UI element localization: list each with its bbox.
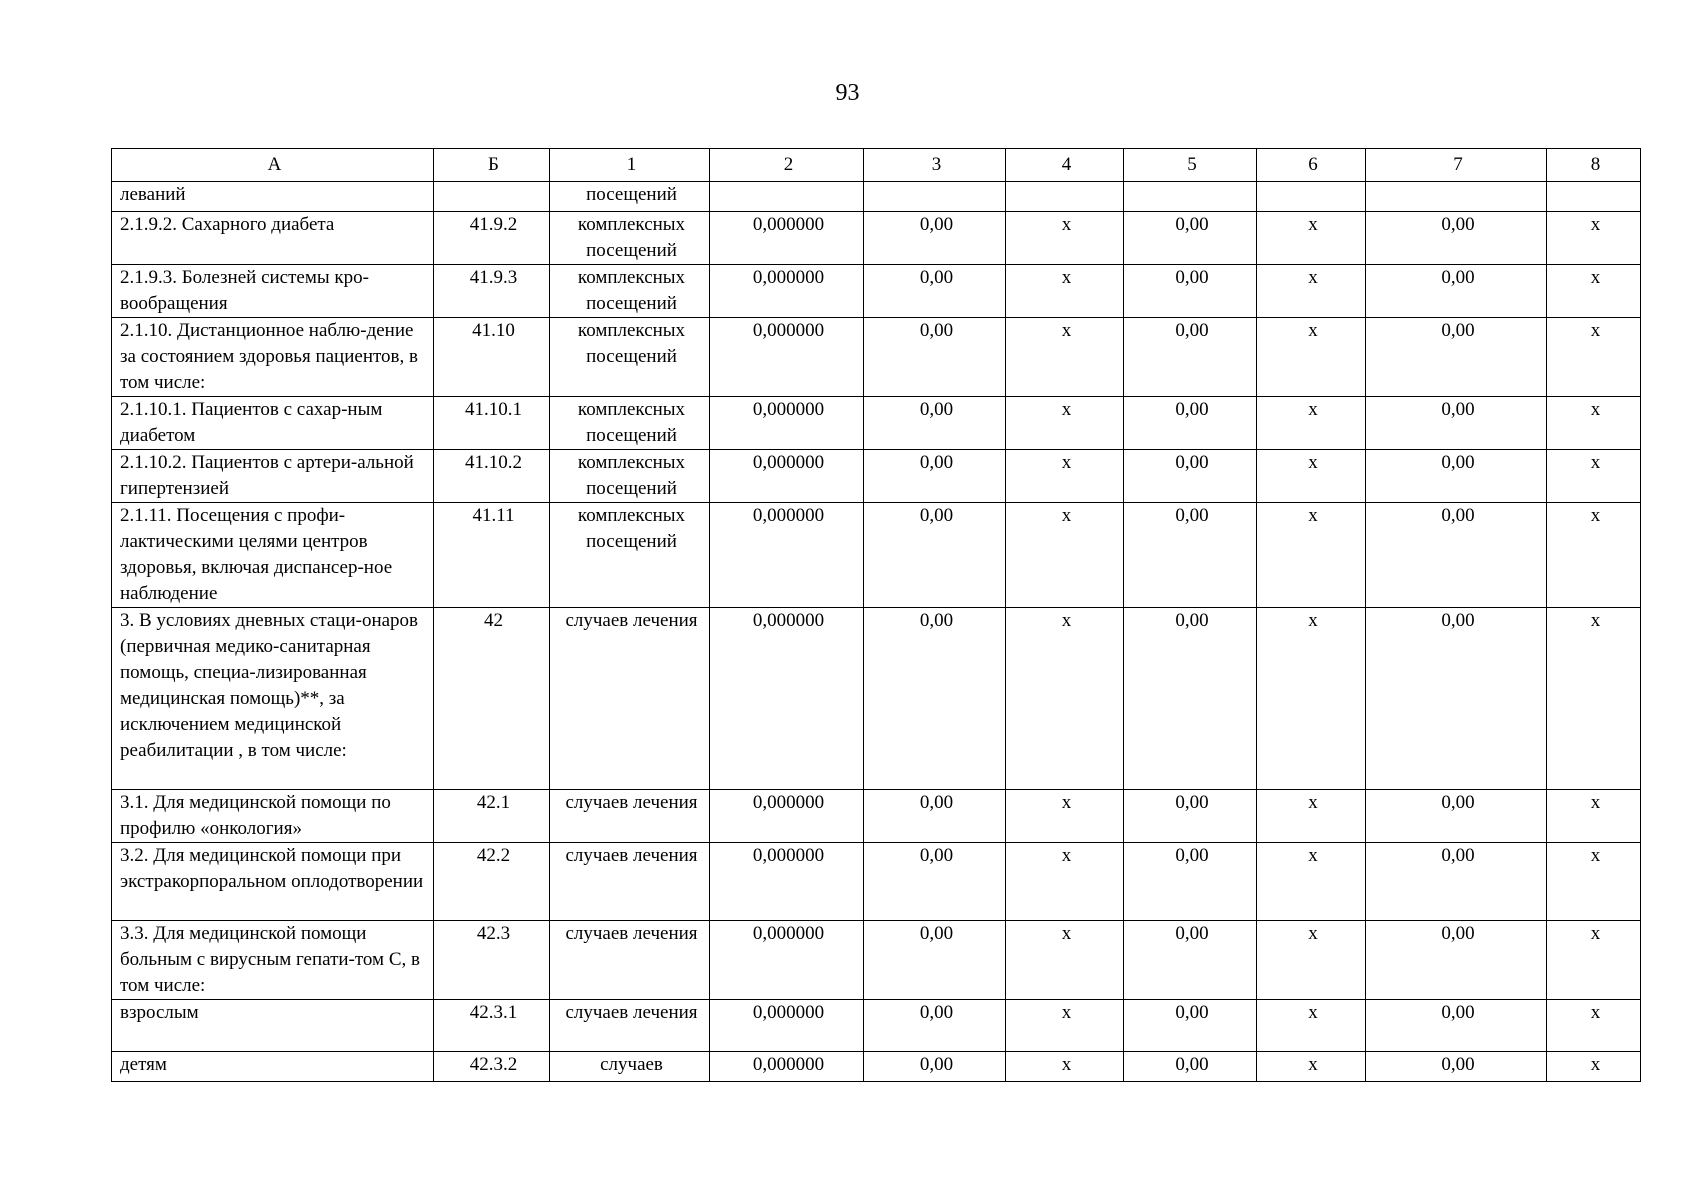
cell-col-2: 0,000000 xyxy=(710,790,864,843)
cell-col-6: х xyxy=(1257,843,1366,921)
table-body xyxy=(112,182,1641,1082)
cell-col-7: 0,00 xyxy=(1366,397,1547,450)
cell-name: леваний xyxy=(112,182,434,212)
cell-col-2: 0,000000 xyxy=(710,318,864,397)
cell-col-7: 0,00 xyxy=(1366,1052,1547,1082)
cell-code: 42 xyxy=(434,608,550,790)
cell-name: 2.1.9.3. Болезней системы кро-вообращения xyxy=(112,265,434,318)
table-row xyxy=(112,397,1641,450)
cell-col-2: 0,000000 xyxy=(710,212,864,265)
cell-unit: случаев xyxy=(550,1052,710,1082)
cell-name: 2.1.9.2. Сахарного диабета xyxy=(112,212,434,265)
cell-col-8: х xyxy=(1547,503,1641,608)
cell-name: 2.1.10.2. Пациентов с артери-альной гипертензией xyxy=(112,450,434,503)
cell-code: 41.11 xyxy=(434,503,550,608)
cell-col-7: 0,00 xyxy=(1366,503,1547,608)
cell-col-8 xyxy=(1547,182,1641,212)
cell-name: детям xyxy=(112,1052,434,1082)
cell-col-7 xyxy=(1366,182,1547,212)
cell-name: 2.1.11. Посещения с профи-лактическими целями центров здоровья, включая диспансер-ное наблюдение xyxy=(112,503,434,608)
table-row xyxy=(112,608,1641,790)
cell-col-5: 0,00 xyxy=(1124,265,1257,318)
cell-code: 42.3.1 xyxy=(434,1000,550,1052)
cell-name: 2.1.10.1. Пациентов с сахар-ным диабетом xyxy=(112,397,434,450)
table-row xyxy=(112,1052,1641,1082)
cell-col-5: 0,00 xyxy=(1124,1052,1257,1082)
cell-col-6: х xyxy=(1257,397,1366,450)
cell-col-7: 0,00 xyxy=(1366,608,1547,790)
table-row xyxy=(112,265,1641,318)
col-header-6: 6 xyxy=(1257,149,1366,182)
cell-col-3: 0,00 xyxy=(864,921,1006,1000)
cell-col-8: х xyxy=(1547,921,1641,1000)
cell-col-8: х xyxy=(1547,790,1641,843)
cell-unit: комплексных посещений xyxy=(550,450,710,503)
cell-unit: комплексных посещений xyxy=(550,397,710,450)
cell-col-5: 0,00 xyxy=(1124,503,1257,608)
cell-col-3: 0,00 xyxy=(864,1000,1006,1052)
cell-col-7: 0,00 xyxy=(1366,1000,1547,1052)
cell-col-2: 0,000000 xyxy=(710,608,864,790)
col-header-1: 1 xyxy=(550,149,710,182)
cell-col-6: х xyxy=(1257,212,1366,265)
cell-col-8: х xyxy=(1547,450,1641,503)
col-header-5: 5 xyxy=(1124,149,1257,182)
cell-col-3: 0,00 xyxy=(864,397,1006,450)
cell-col-5: 0,00 xyxy=(1124,397,1257,450)
cell-col-2: 0,000000 xyxy=(710,843,864,921)
cell-col-3: 0,00 xyxy=(864,1052,1006,1082)
cell-col-4: х xyxy=(1006,608,1124,790)
cell-name: 2.1.10. Дистанционное наблю-дение за состоянием здоровья пациентов, в том числе: xyxy=(112,318,434,397)
cell-col-8: х xyxy=(1547,1000,1641,1052)
cell-col-8: х xyxy=(1547,1052,1641,1082)
cell-col-4: х xyxy=(1006,318,1124,397)
cell-unit: комплексных посещений xyxy=(550,212,710,265)
cell-col-7: 0,00 xyxy=(1366,265,1547,318)
cell-col-2: 0,000000 xyxy=(710,1000,864,1052)
cell-col-7: 0,00 xyxy=(1366,843,1547,921)
cell-col-6: х xyxy=(1257,450,1366,503)
cell-col-4: х xyxy=(1006,790,1124,843)
cell-code: 42.3.2 xyxy=(434,1052,550,1082)
cell-col-7: 0,00 xyxy=(1366,212,1547,265)
cell-code: 41.10.1 xyxy=(434,397,550,450)
col-header-8: 8 xyxy=(1547,149,1641,182)
cell-unit: случаев лечения xyxy=(550,608,710,790)
cell-col-2: 0,000000 xyxy=(710,265,864,318)
cell-col-6: х xyxy=(1257,608,1366,790)
cell-name: взрослым xyxy=(112,1000,434,1052)
cell-col-5: 0,00 xyxy=(1124,318,1257,397)
cell-code: 41.9.3 xyxy=(434,265,550,318)
cell-col-2: 0,000000 xyxy=(710,503,864,608)
cell-unit: комплексных посещений xyxy=(550,265,710,318)
cell-col-2: 0,000000 xyxy=(710,450,864,503)
table-row xyxy=(112,1000,1641,1052)
cell-col-3: 0,00 xyxy=(864,212,1006,265)
cell-col-8: х xyxy=(1547,212,1641,265)
cell-col-6: х xyxy=(1257,921,1366,1000)
cell-name: 3.2. Для медицинской помощи при экстракорпоральном оплодотворении xyxy=(112,843,434,921)
cell-col-6: х xyxy=(1257,1000,1366,1052)
cell-col-5: 0,00 xyxy=(1124,450,1257,503)
cell-col-6: х xyxy=(1257,790,1366,843)
cell-unit: случаев лечения xyxy=(550,921,710,1000)
cell-code xyxy=(434,182,550,212)
cell-col-5: 0,00 xyxy=(1124,1000,1257,1052)
cell-unit: случаев лечения xyxy=(550,843,710,921)
cell-col-6: х xyxy=(1257,265,1366,318)
cell-col-5: 0,00 xyxy=(1124,212,1257,265)
cell-unit: посещений xyxy=(550,182,710,212)
cell-code: 42.3 xyxy=(434,921,550,1000)
cell-col-2: 0,000000 xyxy=(710,397,864,450)
cell-col-8: х xyxy=(1547,843,1641,921)
cell-col-4: х xyxy=(1006,843,1124,921)
col-header-2: 2 xyxy=(710,149,864,182)
header-row xyxy=(112,149,1641,182)
cell-col-6: х xyxy=(1257,503,1366,608)
cell-col-4: х xyxy=(1006,1000,1124,1052)
cell-col-3: 0,00 xyxy=(864,503,1006,608)
cell-col-3: 0,00 xyxy=(864,608,1006,790)
cell-col-3: 0,00 xyxy=(864,450,1006,503)
cell-code: 41.9.2 xyxy=(434,212,550,265)
cell-col-6: х xyxy=(1257,318,1366,397)
table-row xyxy=(112,843,1641,921)
cell-name: 3.1. Для медицинской помощи по профилю «онкология» xyxy=(112,790,434,843)
cell-col-3: 0,00 xyxy=(864,318,1006,397)
cell-col-5: 0,00 xyxy=(1124,843,1257,921)
table-row xyxy=(112,503,1641,608)
cell-unit: случаев лечения xyxy=(550,790,710,843)
cell-col-2: 0,000000 xyxy=(710,921,864,1000)
cell-col-7: 0,00 xyxy=(1366,450,1547,503)
col-header-4: 4 xyxy=(1006,149,1124,182)
cell-col-3 xyxy=(864,182,1006,212)
cell-col-3: 0,00 xyxy=(864,265,1006,318)
col-header-a: А xyxy=(112,149,434,182)
cell-col-4 xyxy=(1006,182,1124,212)
cell-col-5: 0,00 xyxy=(1124,790,1257,843)
cell-col-4: х xyxy=(1006,1052,1124,1082)
table-row xyxy=(112,790,1641,843)
table-row xyxy=(112,450,1641,503)
data-table xyxy=(111,148,1641,1082)
cell-name: 3. В условиях дневных стаци-онаров (первичная медико-санитарная помощь, специа-лизированная медицинская помощь)**, за исключением медицинской реабилитации , в том числе: xyxy=(112,608,434,790)
cell-code: 41.10 xyxy=(434,318,550,397)
cell-unit: комплексных посещений xyxy=(550,503,710,608)
cell-col-4: х xyxy=(1006,921,1124,1000)
cell-unit: комплексных посещений xyxy=(550,318,710,397)
cell-col-8: х xyxy=(1547,265,1641,318)
table-row xyxy=(112,318,1641,397)
cell-col-2 xyxy=(710,182,864,212)
cell-col-8: х xyxy=(1547,397,1641,450)
cell-col-4: х xyxy=(1006,450,1124,503)
cell-col-5 xyxy=(1124,182,1257,212)
cell-col-7: 0,00 xyxy=(1366,790,1547,843)
cell-col-8: х xyxy=(1547,318,1641,397)
col-header-7: 7 xyxy=(1366,149,1547,182)
cell-col-4: х xyxy=(1006,212,1124,265)
cell-code: 41.10.2 xyxy=(434,450,550,503)
cell-col-3: 0,00 xyxy=(864,790,1006,843)
table-row xyxy=(112,212,1641,265)
col-header-3: 3 xyxy=(864,149,1006,182)
cell-name: 3.3. Для медицинской помощи больным с вирусным гепати-том С, в том числе: xyxy=(112,921,434,1000)
col-header-b: Б xyxy=(434,149,550,182)
cell-col-3: 0,00 xyxy=(864,843,1006,921)
cell-col-8: х xyxy=(1547,608,1641,790)
cell-unit: случаев лечения xyxy=(550,1000,710,1052)
table-row xyxy=(112,921,1641,1000)
cell-col-7: 0,00 xyxy=(1366,318,1547,397)
cell-col-7: 0,00 xyxy=(1366,921,1547,1000)
table-row xyxy=(112,182,1641,212)
page-number: 93 xyxy=(835,80,860,106)
cell-col-4: х xyxy=(1006,397,1124,450)
cell-col-4: х xyxy=(1006,265,1124,318)
cell-col-5: 0,00 xyxy=(1124,608,1257,790)
cell-col-6: х xyxy=(1257,1052,1366,1082)
cell-code: 42.1 xyxy=(434,790,550,843)
cell-col-5: 0,00 xyxy=(1124,921,1257,1000)
cell-col-6 xyxy=(1257,182,1366,212)
cell-col-4: х xyxy=(1006,503,1124,608)
cell-col-2: 0,000000 xyxy=(710,1052,864,1082)
cell-code: 42.2 xyxy=(434,843,550,921)
